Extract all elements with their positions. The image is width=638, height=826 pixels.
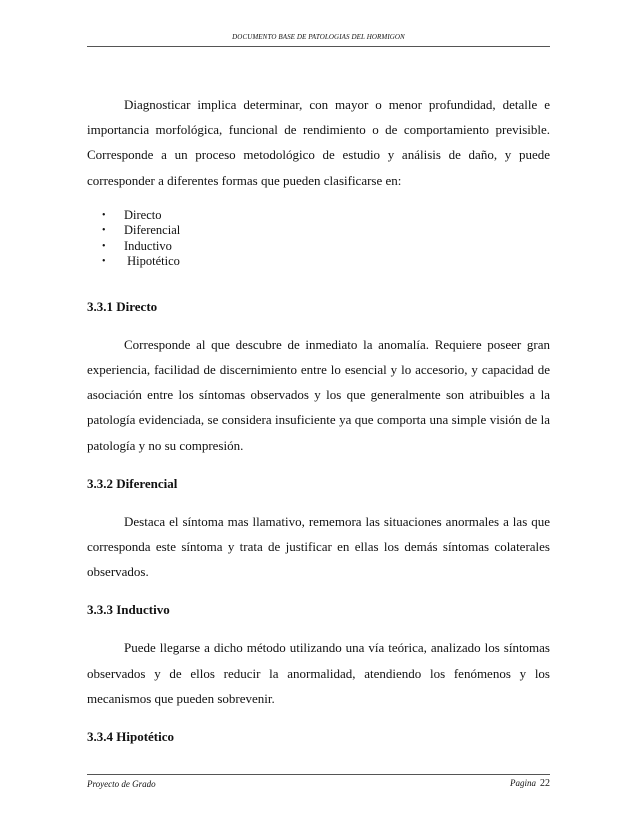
footer-project-title: Proyecto de Grado [87, 779, 156, 789]
section-paragraph-directo: Corresponde al que descubre de inmediato la anomalía. Requiere poseer gran experiencia, facilidad de discernimiento entre lo esencial y lo accesorio, y capacidad de asociación entre los síntomas observados y los que generalmente son atribuibles a la patología evidenciada, se considera insuficiente ya que comporta una simple visión de la patología y no su compresión. [87, 336, 550, 453]
bullet-icon: • [102, 225, 106, 237]
section-paragraph-diferencial: Destaca el síntoma mas llamativo, rememora las situaciones anormales a las que corresponda este síntoma y trata de justificar en ellas los demás síntomas colaterales observados. [87, 513, 550, 580]
list-item-label: Diferencial [124, 223, 181, 238]
footer-rule [87, 774, 550, 775]
list-item-label: Inductivo [124, 238, 172, 253]
running-header: DOCUMENTO BASE DE PATOLOGIAS DEL HORMIGON [232, 33, 405, 41]
list-item [87, 223, 550, 239]
page-label: Pagina [510, 778, 536, 788]
list-item-label: Hipotético [124, 254, 180, 269]
bullet-icon: • [102, 256, 106, 268]
bullet-icon: • [102, 209, 106, 221]
header-rule [87, 46, 550, 47]
classification-list [87, 208, 550, 270]
list-item [87, 239, 550, 255]
page-content [87, 92, 550, 745]
list-item [87, 208, 550, 224]
page-number: 22 [540, 778, 550, 789]
section-heading-inductivo: 3.3.3 Inductivo [87, 602, 170, 618]
section-heading-hipotetico: 3.3.4 Hipotético [87, 729, 175, 745]
page-number-block [510, 778, 550, 789]
section-heading-diferencial: 3.3.2 Diferencial [87, 475, 178, 491]
bullet-icon: • [102, 240, 106, 252]
list-item-label: Directo [124, 207, 162, 222]
list-item [87, 254, 550, 270]
section-heading-directo: 3.3.1 Directo [87, 298, 158, 314]
intro-paragraph: Diagnosticar implica determinar, con mayor o menor profundidad, detalle e importancia morfológica, funcional de rendimiento o de comportamiento previsible. Corresponde a un proceso metodológico de estudio y análisis de daño, y puede corresponder a diferentes formas que pueden clasificarse en: [87, 97, 550, 188]
section-paragraph-inductivo: Puede llegarse a dicho método utilizando una vía teórica, analizado los síntomas observados y de ellos reducir la anormalidad, atendiendo los fenómenos y los mecanismos que pueden sobrevenir. [87, 640, 550, 706]
